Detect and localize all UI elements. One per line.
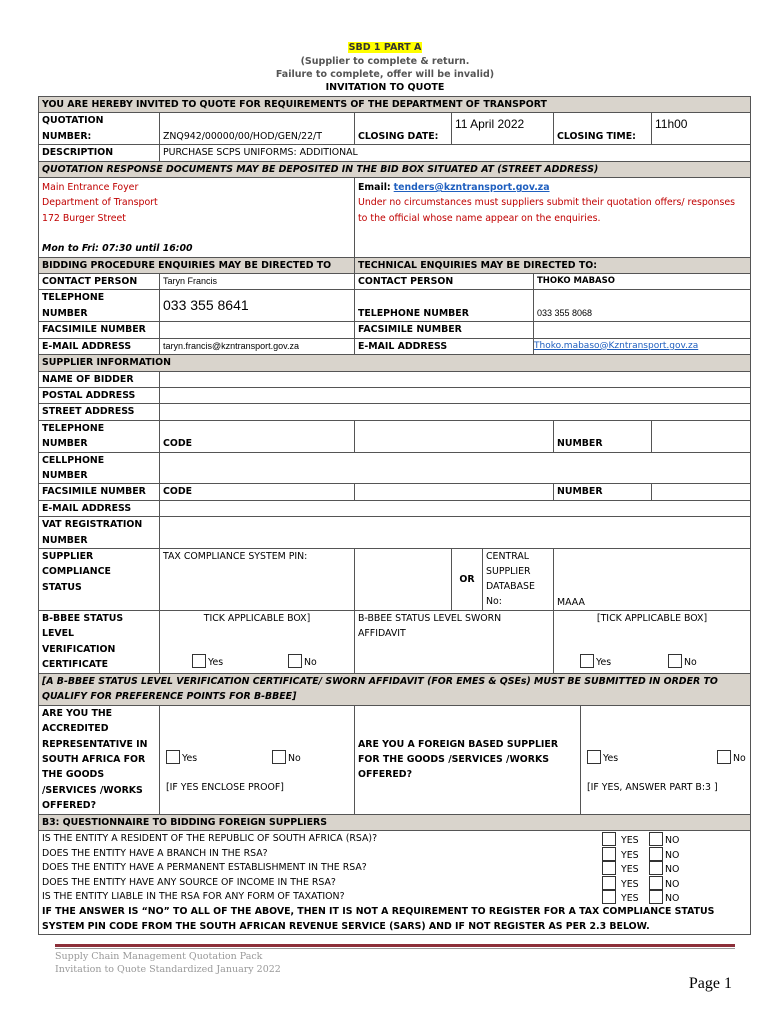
affidavit-yes[interactable]: Yes	[580, 654, 611, 670]
b3-q1-no[interactable]: NO	[649, 832, 679, 849]
invite-heading: YOU ARE HEREBY INVITED TO QUOTE FOR REQUIREMENTS OF THE DEPARTMENT OF TRANSPORT	[39, 97, 751, 113]
b3-question: DOES THE ENTITY HAVE A BRANCH IN THE RSA? YES NO	[42, 847, 747, 862]
foreign-no[interactable]: No	[717, 750, 746, 766]
bid-phone-label: TELEPHONE NUMBER	[39, 290, 160, 322]
quotation-number-label: QUOTATION NUMBER:	[39, 113, 160, 145]
closing-date-label: CLOSING DATE:	[355, 113, 452, 145]
bid-email-label: E-MAIL ADDRESS	[39, 338, 160, 354]
affidavit-tick: [TICK APPLICABLE BOX] Yes No	[554, 610, 751, 673]
checkbox-icon[interactable]	[649, 876, 663, 890]
checkbox-icon[interactable]	[580, 654, 594, 668]
foreign-label: ARE YOU A FOREIGN BASED SUPPLIER FOR THE GOODS /SERVICES /WORKS OFFERED?	[355, 705, 581, 814]
accredited-label: ARE YOU THE ACCREDITED REPRESENTATIVE IN SOUTH AFRICA FOR THE GOODS /SERVICES /WORKS OFFERED?	[39, 705, 160, 814]
footer-line-1: Supply Chain Management Quotation Pack	[55, 951, 263, 962]
closing-time: 11h00	[652, 113, 751, 145]
b3-q5-yes[interactable]: YES	[602, 890, 639, 907]
or-cell	[452, 548, 554, 610]
bidder-name-field[interactable]	[160, 371, 751, 387]
header-line-1: (Supplier to complete & return.	[300, 56, 470, 67]
description-label: DESCRIPTION	[39, 145, 160, 161]
checkbox-icon[interactable]	[272, 750, 286, 764]
email-label: E-MAIL ADDRESS	[39, 500, 160, 516]
supplier-questions	[38, 673, 751, 935]
tech-email-cell	[534, 338, 751, 354]
b3-q3-no[interactable]: NO	[649, 861, 679, 878]
page-number: Page 1	[688, 975, 732, 992]
tech-phone-label: TELEPHONE NUMBER	[355, 290, 534, 322]
bid-fax-label: FACSIMILE NUMBER	[39, 322, 160, 338]
b3-question: IS THE ENTITY LIABLE IN THE RSA FOR ANY FORM OF TAXATION? YES NO	[42, 890, 747, 905]
b3-q5-no[interactable]: NO	[649, 890, 679, 907]
or-label: OR	[452, 549, 483, 610]
checkbox-icon[interactable]	[602, 876, 616, 890]
b3-q4-no[interactable]: NO	[649, 876, 679, 893]
fax-number-field[interactable]: NUMBER	[554, 484, 652, 500]
enclose-proof: [IF YES ENCLOSE PROOF]	[166, 781, 284, 793]
closing-time-label: CLOSING TIME:	[554, 113, 652, 145]
description: PURCHASE SCPS UNIFORMS: ADDITIONAL	[160, 145, 751, 161]
cellphone-field[interactable]	[160, 452, 751, 484]
affidavit-label: B-BBEE STATUS LEVEL SWORN AFFIDAVIT	[355, 610, 554, 673]
bbbee-cert-yes[interactable]: Yes	[192, 654, 223, 670]
telephone-code-value[interactable]	[355, 420, 554, 452]
supplier-heading: SUPPLIER INFORMATION	[39, 355, 751, 371]
checkbox-icon[interactable]	[649, 861, 663, 875]
checkbox-icon[interactable]	[649, 847, 663, 861]
bid-box-address: Main Entrance Foyer Department of Transport 172 Burger Street Mon to Fri: 07:30 until 16:00	[39, 178, 355, 258]
b3-heading: B3: QUESTIONNAIRE TO BIDDING FOREIGN SUPPLIERS	[39, 814, 751, 830]
fax-number-value[interactable]	[652, 484, 751, 500]
tech-phone: 033 355 8068	[534, 290, 751, 322]
bbbee-label: B-BBEE STATUS LEVEL VERIFICATION CERTIFICATE	[39, 610, 160, 673]
accredited-yes[interactable]: Yes	[166, 750, 197, 766]
b3-conclusion: IF THE ANSWER IS “NO” TO ALL OF THE ABOVE, THEN IT IS NOT A REQUIREMENT TO REGISTER FOR A TAX COMPLIANCE STATUS SYSTEM PIN CODE FROM THE SOUTH AFRICAN REVENUE SERVICE (SARS) AND IF NOT REGISTER AS PER 2.3 BELOW.	[42, 906, 715, 932]
b3-question: DOES THE ENTITY HAVE ANY SOURCE OF INCOME IN THE RSA? YES NO	[42, 876, 747, 891]
b3-questionnaire	[39, 831, 751, 935]
technical-enquiries-heading: TECHNICAL ENQUIRIES MAY BE DIRECTED TO:	[355, 257, 751, 273]
checkbox-icon[interactable]	[166, 750, 180, 764]
b3-q4-yes[interactable]: YES	[602, 876, 639, 893]
footer-rule-thin	[55, 948, 735, 949]
fax-code-field[interactable]: CODE	[160, 484, 355, 500]
checkbox-icon[interactable]	[668, 654, 682, 668]
checkbox-icon[interactable]	[602, 861, 616, 875]
tech-email-label: E-MAIL ADDRESS	[355, 338, 534, 354]
vat-label: VAT REGISTRATION NUMBER	[39, 517, 160, 549]
telephone-code-field[interactable]: CODE	[160, 420, 355, 452]
checkbox-icon[interactable]	[602, 890, 616, 904]
deposit-heading: QUOTATION RESPONSE DOCUMENTS MAY BE DEPOSITED IN THE BID BOX SITUATED AT (STREET ADDRESS)	[39, 161, 751, 177]
b3-q1-yes[interactable]: YES	[602, 832, 639, 849]
foreign-answer	[581, 705, 751, 814]
footer-line-2: Invitation to Quote Standardized January 2022	[55, 964, 281, 975]
foreign-yes[interactable]: Yes	[587, 750, 618, 766]
closing-date: 11 April 2022	[452, 113, 554, 145]
csd-label: CENTRAL SUPPLIER DATABASE No:	[486, 550, 535, 607]
telephone-label: TELEPHONE NUMBER	[39, 420, 160, 452]
tech-contact: THOKO MABASO	[534, 274, 751, 290]
bid-contact: Taryn Francis	[160, 274, 355, 290]
cellphone-label: CELLPHONE NUMBER	[39, 452, 160, 484]
tech-fax-label: FACSIMILE NUMBER	[355, 322, 534, 338]
b3-q3-yes[interactable]: YES	[602, 861, 639, 878]
page-title: INVITATION TO QUOTE	[325, 82, 445, 93]
quotation-number: ZNQ942/00000/00/HOD/GEN/22/T	[160, 113, 355, 145]
bbbee-note: [A B-BBEE STATUS LEVEL VERIFICATION CERTIFICATE/ SWORN AFFIDAVIT (FOR EMES & QSEs) MUST BE SUBMITTED IN ORDER TO QUALIFY FOR PREFERENCE POINTS FOR B-BBEE]	[39, 674, 751, 706]
checkbox-icon[interactable]	[602, 847, 616, 861]
fax-label: FACSIMILE NUMBER	[39, 484, 160, 500]
street-address-field[interactable]	[160, 404, 751, 420]
accredited-answer	[160, 705, 355, 814]
csd-field[interactable]	[554, 548, 751, 610]
telephone-number-field[interactable]: NUMBER	[554, 420, 652, 452]
fax-code-value[interactable]	[355, 484, 554, 500]
bid-box-email-cell: Email: tenders@kzntransport.gov.za Under no circumstances must suppliers submit their quotation offers/ responses to the official whose name appear on the enquiries.	[355, 178, 751, 258]
compliance-label: SUPPLIER COMPLIANCE STATUS	[39, 548, 160, 610]
form-code: SBD 1 PART A	[348, 42, 422, 53]
maaa-prefix: MAAA	[557, 596, 585, 608]
email-field[interactable]	[160, 500, 751, 516]
header-line-2: Failure to complete, offer will be invalid)	[275, 69, 495, 80]
affidavit-no[interactable]: No	[668, 654, 697, 670]
b3-question: IS THE ENTITY A RESIDENT OF THE REPUBLIC OF SOUTH AFRICA (RSA)? YES NO	[42, 832, 747, 847]
b3-question: DOES THE ENTITY HAVE A PERMANENT ESTABLISHMENT IN THE RSA? YES NO	[42, 861, 747, 876]
tech-email-link[interactable]: Thoko.mabaso@Kzntransport.gov.za	[534, 340, 699, 351]
bidder-name-label: NAME OF BIDDER	[39, 371, 160, 387]
tech-contact-label: CONTACT PERSON	[355, 274, 534, 290]
bidding-enquiries-heading: BIDDING PROCEDURE ENQUIRIES MAY BE DIRECTED TO	[39, 257, 355, 273]
b3-q2-no[interactable]: NO	[649, 847, 679, 864]
tax-pin-field[interactable]	[355, 548, 452, 610]
postal-address-label: POSTAL ADDRESS	[39, 387, 160, 403]
tender-email-link[interactable]: tenders@kzntransport.gov.za	[393, 182, 550, 194]
checkbox-icon[interactable]	[649, 890, 663, 904]
footer-rule	[55, 944, 735, 947]
accredited-no[interactable]: No	[272, 750, 301, 766]
bbbee-certificate-tick: TICK APPLICABLE BOX] Yes No	[160, 610, 355, 673]
checkbox-icon[interactable]	[602, 832, 616, 846]
telephone-number-value[interactable]	[652, 420, 751, 452]
checkbox-icon[interactable]	[649, 832, 663, 846]
postal-address-field[interactable]	[160, 387, 751, 403]
answer-b3: [IF YES, ANSWER PART B:3 ]	[587, 781, 718, 793]
street-address-label: STREET ADDRESS	[39, 404, 160, 420]
quotation-form	[38, 96, 751, 674]
vat-field[interactable]	[160, 517, 751, 549]
checkbox-icon[interactable]	[717, 750, 731, 764]
b3-q2-yes[interactable]: YES	[602, 847, 639, 864]
tax-pin-label: TAX COMPLIANCE SYSTEM PIN:	[160, 548, 355, 610]
bbbee-cert-no[interactable]: No	[288, 654, 317, 670]
checkbox-icon[interactable]	[587, 750, 601, 764]
checkbox-icon[interactable]	[288, 654, 302, 668]
bid-contact-label: CONTACT PERSON	[39, 274, 160, 290]
checkbox-icon[interactable]	[192, 654, 206, 668]
bid-phone: 033 355 8641	[160, 290, 355, 322]
bid-email: taryn.francis@kzntransport.gov.za	[160, 338, 355, 354]
